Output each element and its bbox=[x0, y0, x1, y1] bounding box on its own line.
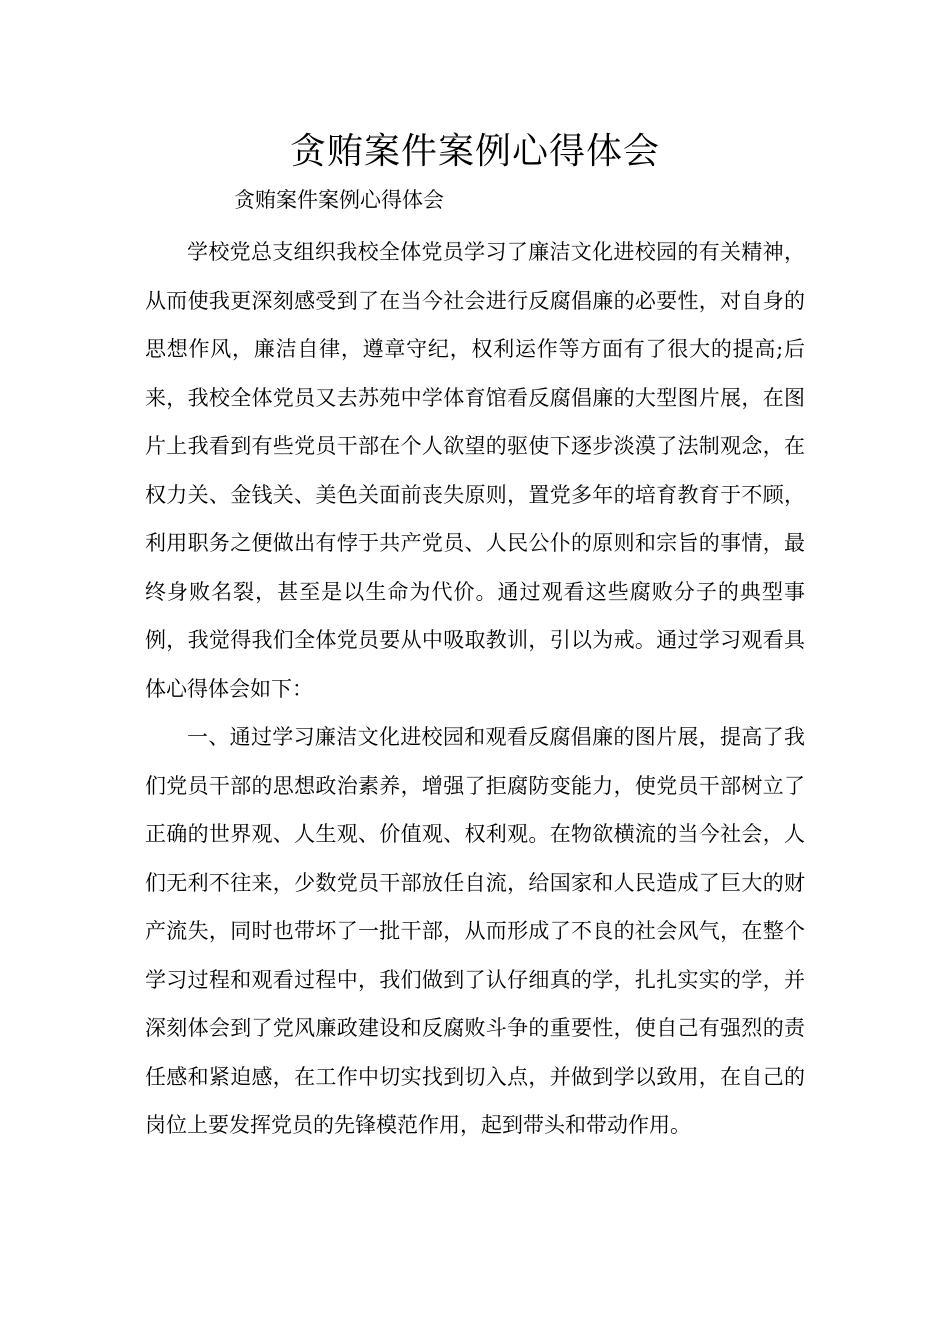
document-title: 贪贿案件案例心得体会 bbox=[289, 131, 660, 172]
document-body bbox=[145, 228, 805, 1150]
body-paragraph-1: 学校党总支组织我校全体党员学习了廉洁文化进校园的有关精神，从而使我更深刻感受到了在当今社会进行反腐倡廉的必要性，对自身的思想作风，廉洁自律，遵章守纪，权利运作等方面有了很大的提高;后来，我校全体党员又去苏苑中学体育馆看反腐倡廉的大型图片展，在图片上我看到有些党员干部在个人欲望的驱使下逐步淡漠了法制观念，在权力关、金钱关、美色关面前丧失原则，置党多年的培育教育于不顾，利用职务之便做出有悖于共产党员、人民公仆的原则和宗旨的事情，最终身败名裂，甚至是以生命为代价。通过观看这些腐败分子的典型事例，我觉得我们全体党员要从中吸取教训，引以为戒。通过学习观看具体心得体会如下： bbox=[145, 240, 805, 701]
document-subtitle: 贪贿案件案例心得体会 bbox=[234, 188, 444, 212]
body-paragraph-2: 一、通过学习廉洁文化进校园和观看反腐倡廉的图片展，提高了我们党员干部的思想政治素养，增强了拒腐防变能力，使党员干部树立了正确的世界观、人生观、价值观、权利观。在物欲横流的当今社会，人们无利不往来，少数党员干部放任自流，给国家和人民造成了巨大的财产流失，同时也带坏了一批干部，从而形成了不良的社会风气，在整个学习过程和观看过程中，我们做到了认仔细真的学，扎扎实实的学，并深刻体会到了党风廉政建设和反腐败斗争的重要性，使自己有强烈的责任感和紧迫感，在工作中切实找到切入点，并做到学以致用，在自己的岗位上要发挥党员的先锋模范作用，起到带头和带动作用。 bbox=[145, 725, 805, 1137]
